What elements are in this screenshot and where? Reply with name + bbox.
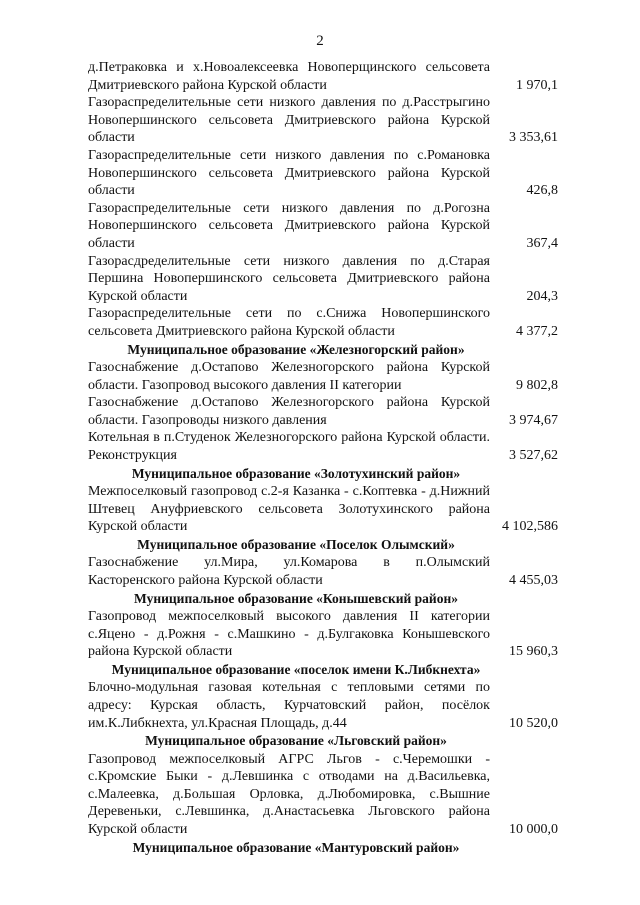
section-heading-row [88, 590, 558, 609]
table-row [88, 608, 558, 661]
section-heading-row [88, 732, 558, 751]
section-heading-row [88, 341, 558, 360]
item-amount: 4 455,03 [509, 572, 558, 588]
section-heading: Муниципальное образование «Льговский район» [145, 733, 447, 749]
table-row [88, 200, 558, 253]
section-heading-row [88, 839, 558, 858]
item-amount: 426,8 [526, 183, 558, 199]
item-description: Газоснабжение д.Остапово Железногорского района Курской области. Газопровод высокого давления II категории [88, 360, 490, 393]
item-description: Газоснабжение ул.Мира, ул.Комарова в п.Олымский Касторенского района Курской области [88, 555, 490, 588]
section-heading: Муниципальное образование «Мантуровский район» [132, 839, 460, 855]
item-description: Газопровод межпоселковый АГРС Льгов - с.Черемошки - с.Кромские Быки - д.Левшинка с отводами на д.Васильевка, с.Малеевка, д.Большая Орловка, д.Любомировка, с.Вышние Деревеньки, с.Левшинка, д.Анастасьевка Льговского района Курской области [88, 751, 490, 837]
budget-table [88, 59, 558, 857]
section-heading: Муниципальное образование «поселок имени К.Либкнехта» [111, 661, 481, 677]
item-description: Котельная в п.Студенок Железногорского района Курской области. Реконструкция [88, 430, 490, 463]
section-heading-row [88, 661, 558, 680]
item-description: Газоснабжение д.Остапово Железногорского района Курской области. Газопроводы низкого давления [88, 395, 490, 428]
item-description: д.Петраковка и х.Новоалексеевка Новоперщинского сельсовета Дмитриевского района Курской области [88, 60, 490, 93]
item-description: Газопровод межпоселковый высокого давления II категории с.Яцено - д.Рожня - с.Машкино - д.Булгаковка Конышевского района Курской области [88, 609, 490, 660]
item-description: Газораспределительные сети низкого давления по с.Романовка Новопершинского сельсовета Дмитриевского района Курской области [88, 147, 490, 199]
section-heading: Муниципальное образование «Конышевский район» [134, 590, 458, 606]
table-row [88, 94, 558, 147]
section-heading-row [88, 536, 558, 555]
section-heading: Муниципальное образование «Поселок Олымский» [137, 536, 455, 552]
item-description: Газораспределительные сети низкого давления по д.Рогозна Новопершинского сельсовета Дмитриевского района Курской области [88, 200, 490, 251]
table-row [88, 359, 558, 394]
table-row [88, 429, 558, 464]
table-row [88, 147, 558, 200]
item-description: Газорасдределительные сети низкого давления по д.Старая Першина Новопершинского сельсовета Дмитриевского района Курской области [88, 253, 490, 304]
item-amount: 10 520,0 [509, 715, 558, 731]
item-amount: 3 353,61 [509, 130, 558, 146]
item-amount: 204,3 [526, 288, 558, 304]
section-heading-row [88, 465, 558, 484]
item-description: Газораспределительные сети по с.Снижа Новопершинского сельсовета Дмитриевского района Курской области [88, 306, 490, 339]
item-amount: 367,4 [526, 235, 558, 251]
item-description: Газораспределительные сети низкого давления по д.Расстрыгино Новопершинского сельсовета Дмитриевского района Курской области [88, 95, 490, 146]
item-description: Межпоселковый газопровод с.2-я Казанка - с.Коптевка - д.Нижний Штевец Ануфриевского сельсовета Золотухинского района Курской области [88, 484, 490, 535]
table-row [88, 253, 558, 306]
table-row [88, 59, 558, 94]
item-amount: 15 960,3 [509, 644, 558, 660]
table-row [88, 394, 558, 429]
item-amount: 4 102,586 [502, 519, 558, 535]
item-amount: 3 527,62 [509, 447, 558, 463]
table-row [88, 679, 558, 732]
item-amount: 10 000,0 [509, 821, 558, 837]
table-row [88, 554, 558, 589]
item-amount: 4 377,2 [516, 323, 558, 339]
item-amount: 1 970,1 [516, 77, 558, 93]
page-number: 2 [316, 33, 324, 49]
section-heading: Муниципальное образование «Золотухинский район» [131, 465, 461, 481]
item-description: Блочно-модульная газовая котельная с тепловыми сетями по адресу: Курская область, Курчатовский район, посёлок им.К.Либкнехта, ул.Красная Площадь, д.44 [88, 680, 490, 731]
table-row [88, 751, 558, 839]
item-amount: 3 974,67 [509, 412, 558, 428]
section-heading: Муниципальное образование «Железногорский район» [127, 341, 465, 357]
table-row [88, 483, 558, 536]
table-row [88, 305, 558, 340]
item-amount: 9 802,8 [516, 377, 558, 393]
